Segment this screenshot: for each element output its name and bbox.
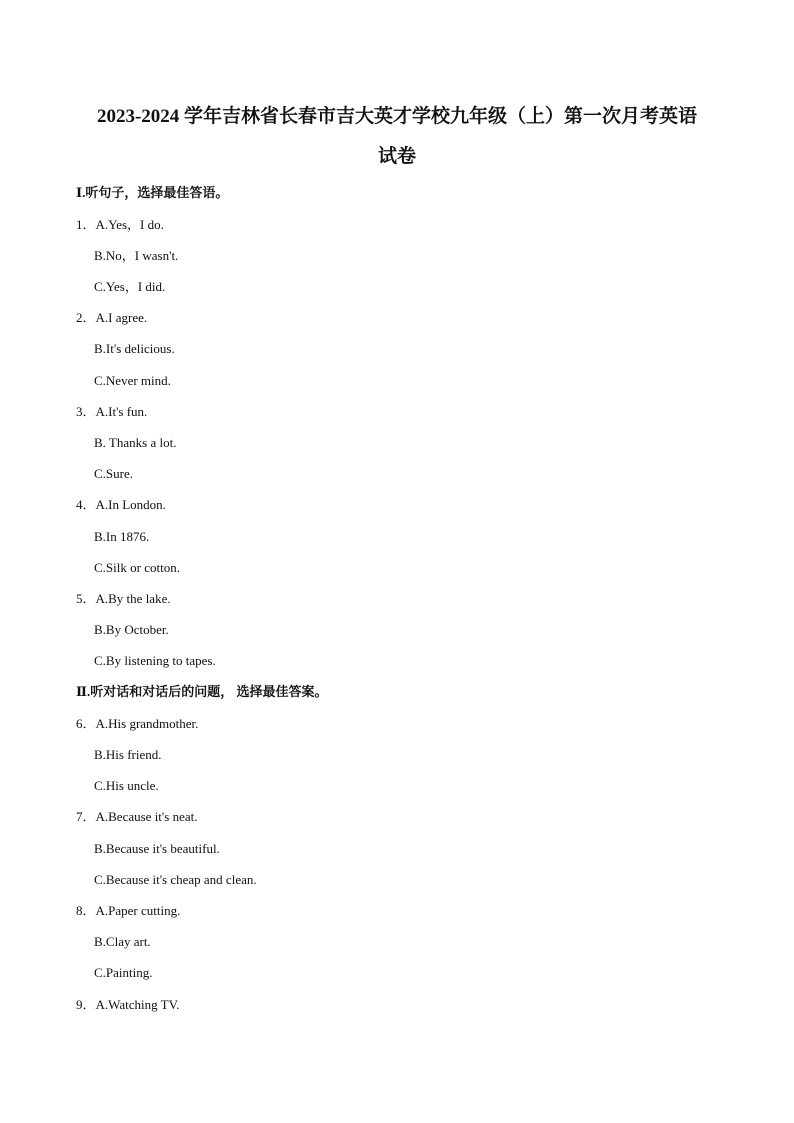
question-8: 8．A.Paper cutting. <box>76 903 181 918</box>
question-7-option-b: B.Because it's beautiful. <box>94 841 220 856</box>
question-8-option-b: B.Clay art. <box>94 934 151 949</box>
question-3-option-b: B. Thanks a lot. <box>94 435 177 450</box>
question-8-option-c: C.Painting. <box>94 965 153 980</box>
question-6: 6．A.His grandmother. <box>76 716 199 731</box>
question-9: 9．A.Watching TV. <box>76 997 180 1012</box>
question-5-option-b: B.By October. <box>94 622 169 637</box>
question-1-option-b: B.No，I wasn't. <box>94 248 179 263</box>
question-2: 2．A.I agree. <box>76 310 148 325</box>
question-4: 4．A.In London. <box>76 497 166 512</box>
question-4-option-c: C.Silk or cotton. <box>94 560 180 575</box>
question-5-option-c: C.By listening to tapes. <box>94 653 216 668</box>
question-5: 5．A.By the lake. <box>76 591 171 606</box>
question-2-option-c: C.Never mind. <box>94 373 171 388</box>
question-3-option-c: C.Sure. <box>94 466 133 481</box>
question-6-option-b: B.His friend. <box>94 747 162 762</box>
question-1-option-c: C.Yes，I did. <box>94 279 166 294</box>
question-6-option-c: C.His uncle. <box>94 778 159 793</box>
page-title-line2: 试卷 <box>377 146 416 167</box>
section-heading-1: Ⅰ.听句子，选择最佳答语。 <box>76 185 229 200</box>
page-title-line1: 2023-2024 学年吉林省长春市吉大英才学校九年级（上）第一次月考英语 <box>96 106 698 127</box>
question-7-option-c: C.Because it's cheap and clean. <box>94 872 257 887</box>
question-7: 7．A.Because it's neat. <box>76 809 198 824</box>
section-heading-2: Ⅱ.听对话和对话后的问题， 选择最佳答案。 <box>76 684 328 699</box>
question-2-option-b: B.It's delicious. <box>94 341 175 356</box>
question-1: 1．A.Yes，I do. <box>76 217 164 232</box>
question-3: 3．A.It's fun. <box>76 404 148 419</box>
question-4-option-b: B.In 1876. <box>94 529 150 544</box>
